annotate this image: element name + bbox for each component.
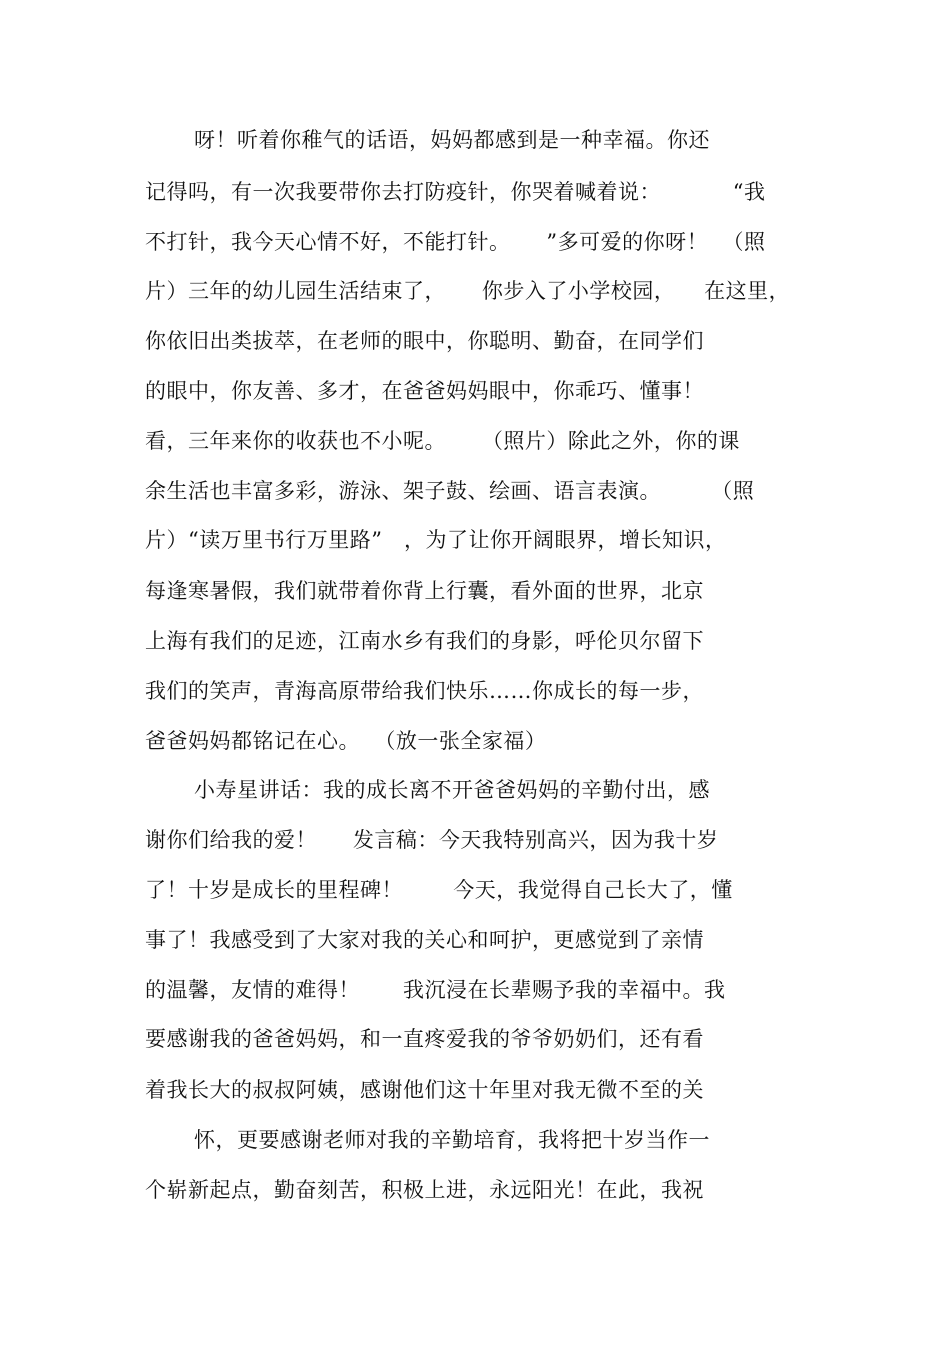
paragraph-line: 事了！我感受到了大家对我的关心和呵护，更感觉到了亲情 [145, 928, 704, 952]
paragraph-line: 小寿星讲话：我的成长离不开爸爸妈妈的辛勤付出，感 [194, 778, 710, 802]
paragraph-line: 怀，更要感谢老师对我的辛勤培育，我将把十岁当作一 [194, 1128, 710, 1152]
paragraph-line: 片）三年的幼儿园生活结束了， 你步入了小学校园， 在这里， [145, 279, 791, 303]
paragraph-line: 你依旧出类拔萃，在老师的眼中，你聪明、勤奋，在同学们 [145, 329, 704, 353]
paragraph-line: 着我长大的叔叔阿姨，感谢他们这十年里对我无微不至的关 [145, 1078, 704, 1102]
paragraph-line: 的眼中，你友善、多才，在爸爸妈妈眼中，你乖巧、懂事！ [145, 379, 704, 403]
paragraph-line: 了！十岁是成长的里程碑！ 今天，我觉得自己长大了，懂 [145, 878, 733, 902]
paragraph-line: 爸爸妈妈都铭记在心。 （放一张全家福） [145, 729, 547, 753]
paragraph-line: 个崭新起点，勤奋刻苦，积极上进，永远阳光！在此，我祝 [145, 1178, 704, 1202]
paragraph-line: 上海有我们的足迹，江南水乡有我们的身影，呼伦贝尔留下 [145, 629, 704, 653]
paragraph-line: 要感谢我的爸爸妈妈，和一直疼爱我的爷爷奶奶们，还有看 [145, 1027, 704, 1051]
paragraph-line: 记得吗，有一次我要带你去打防疫针，你哭着喊着说： “我 [145, 180, 766, 204]
paragraph-line: 每逢寒暑假，我们就带着你背上行囊，看外面的世界，北京 [145, 579, 704, 603]
paragraph-line: 我们的笑声，青海高原带给我们快乐……你成长的每一步， [145, 679, 704, 703]
paragraph-line: 谢你们给我的爱！ 发言稿：今天我特别高兴，因为我十岁 [145, 828, 719, 852]
paragraph-line: 看，三年来你的收获也不小呢。 （照片）除此之外，你的课 [145, 429, 740, 453]
paragraph-line: 余生活也丰富多彩，游泳、架子鼓、绘画、语言表演。 （照 [145, 479, 755, 503]
paragraph-line: 呀！听着你稚气的话语，妈妈都感到是一种幸福。你还 [194, 128, 710, 152]
paragraph-line: 不打针，我今天心情不好，不能打针。 ”多可爱的你呀！ （照 [145, 230, 766, 254]
paragraph-line: 的温馨，友情的难得！ 我沉浸在长辈赐予我的幸福中。我 [145, 978, 726, 1002]
paragraph-line: 片）“读万里书行万里路” ，为了让你开阔眼界，增长知识， [145, 528, 727, 552]
